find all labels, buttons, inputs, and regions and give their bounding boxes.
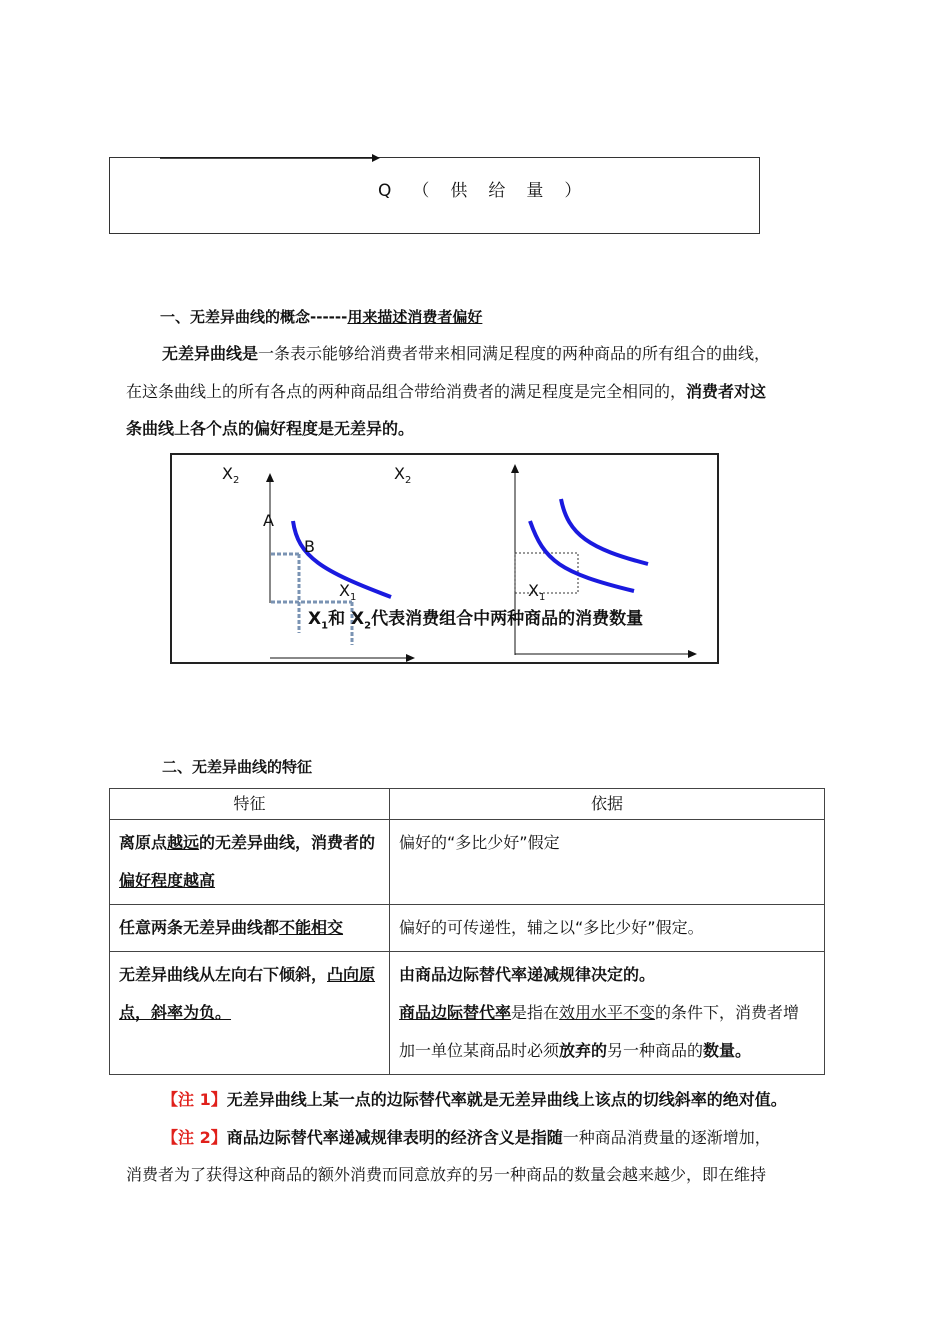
right-reference-box [515,553,578,593]
note-2-text: 一种商品消费量的逐渐增加， [562,1128,771,1147]
right-x1-label: $X_1$ [528,581,546,604]
supply-label: Q（供给量） [378,181,603,201]
section1-heading-prefix: 一、无差异曲线的概念------ [160,308,348,326]
note-1-text: 无差异曲线上某一点的边际替代率就是无差异曲线上该点的切线斜率的绝对值。 [226,1090,787,1109]
section1-heading [160,306,482,327]
left-x1-label: $X_1$ [339,581,357,604]
note-1 [162,1087,787,1110]
left-y-arrowhead [266,473,274,482]
row3-feature: 无差异曲线从左向右下倾斜，凸向原点，斜率为负。 [110,952,390,1075]
note-1-tag: 【注 1】 [162,1090,227,1109]
table-header-feature: 特征 [110,789,390,820]
table-header-basis: 依据 [390,789,825,820]
point-a-label: A [263,511,274,530]
definition-line2 [126,379,766,402]
table-header-row [110,789,825,820]
section1-heading-underlined: 用来描述消费者偏好 [347,308,483,326]
definition-line2-text: 在这条曲线上的所有各点的两种商品组合带给消费者的满足程度是完全相同的， [126,382,687,401]
left-y-label: $X_2$ [222,464,240,487]
row2-feature: 任意两条无差异曲线都不能相交 [110,905,390,952]
feature-table [109,788,825,1075]
section2-heading: 二、无差异曲线的特征 [162,758,313,776]
left-x-arrowhead [406,654,415,662]
row2-basis: 偏好的可传递性，辅之以“多比少好”假定。 [390,905,825,952]
right-x-arrowhead [688,650,697,658]
table-row [110,905,825,952]
definition-line3: 条曲线上各个点的偏好程度是无差异的。 [126,419,415,438]
indifference-diagram [170,453,719,664]
row1-feature: 离原点越远的无差异曲线，消费者的偏好程度越高 [110,820,390,905]
note-2-bold: 商品边际替代率递减规律表明的经济含义是指随 [226,1128,563,1147]
definition-line2-bold: 消费者对这 [686,382,767,401]
right-top-label: $X_2$ [394,464,412,487]
row3-basis: 由商品边际替代率递减规律决定的。 商品边际替代率是指在效用水平不变的条件下，消费者增加一单位某商品时必须放弃的另一种商品的数量。 [390,952,825,1075]
point-b-label: B [304,537,315,556]
table-row [110,952,825,1075]
row1-basis: 偏好的“多比少好”假定 [390,820,825,905]
definition-line1 [162,341,770,364]
note-2 [162,1125,771,1148]
right-higher-curve [561,499,648,564]
definition-text: 一条表示能够给消费者带来相同满足程度的两种商品的所有组合的曲线， [258,344,771,363]
top-arrow [150,150,390,166]
definition-term: 无差异曲线是 [162,344,259,363]
note-2-line2: 消费者为了获得这种商品的额外消费而同意放弃的另一种商品的数量会越来越少，即在维持 [126,1165,767,1184]
right-y-arrowhead [511,464,519,473]
note-2-tag: 【注 2】 [162,1128,227,1147]
diagram-caption: $X_1$和 $X_2$代表消费组合中两种商品的消费数量 [308,609,644,632]
table-row [110,820,825,905]
